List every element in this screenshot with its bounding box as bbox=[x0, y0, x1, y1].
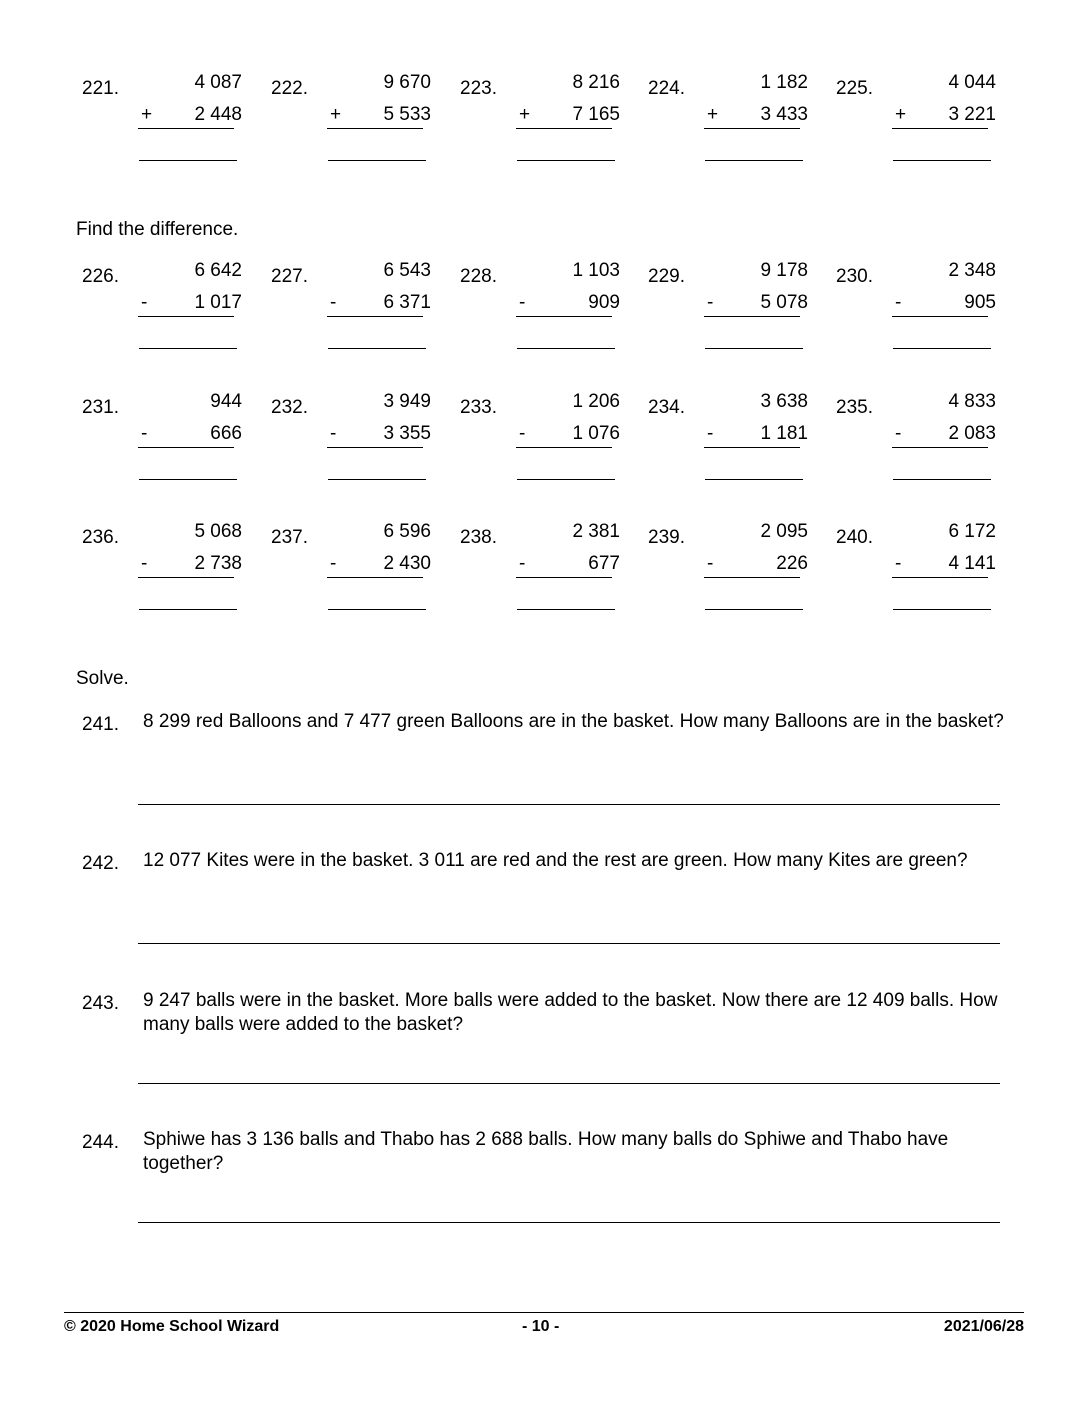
operator-sign: - bbox=[519, 423, 526, 444]
operation-rule bbox=[138, 577, 234, 578]
answer-blank[interactable] bbox=[138, 1222, 1000, 1223]
operation-rule bbox=[516, 316, 612, 317]
problem-number: 237. bbox=[271, 527, 308, 548]
first-operand: 4 087 bbox=[194, 72, 242, 93]
answer-blank[interactable] bbox=[139, 479, 237, 480]
second-operand: 677 bbox=[588, 553, 620, 574]
first-operand: 6 596 bbox=[383, 521, 431, 542]
operation-rule bbox=[892, 316, 988, 317]
problem-number: 232. bbox=[271, 397, 308, 418]
first-operand: 6 543 bbox=[383, 260, 431, 281]
second-operand: 1 181 bbox=[760, 423, 808, 444]
second-operand: 666 bbox=[210, 423, 242, 444]
operator-sign: + bbox=[707, 104, 719, 125]
operation-rule bbox=[138, 128, 234, 129]
problem bbox=[460, 391, 648, 501]
second-operand: 909 bbox=[588, 292, 620, 313]
answer-blank[interactable] bbox=[893, 609, 991, 610]
problem bbox=[271, 72, 459, 182]
operator-sign: - bbox=[141, 553, 148, 574]
problem bbox=[82, 521, 270, 631]
second-operand: 5 078 bbox=[760, 292, 808, 313]
operator-sign: - bbox=[707, 553, 714, 574]
second-operand: 1 076 bbox=[572, 423, 620, 444]
operator-sign: - bbox=[330, 292, 337, 313]
answer-blank[interactable] bbox=[328, 479, 426, 480]
problem-number: 236. bbox=[82, 527, 119, 548]
answer-blank[interactable] bbox=[139, 160, 237, 161]
first-operand: 2 381 bbox=[572, 521, 620, 542]
problem bbox=[648, 72, 836, 182]
operator-sign: - bbox=[141, 292, 148, 313]
footer-date: 2021/06/28 bbox=[943, 1318, 1024, 1335]
second-operand: 3 221 bbox=[948, 104, 996, 125]
answer-blank[interactable] bbox=[138, 804, 1000, 805]
second-operand: 226 bbox=[776, 553, 808, 574]
problem bbox=[836, 260, 1024, 370]
problem-number: 230. bbox=[836, 266, 873, 287]
problem bbox=[82, 391, 270, 501]
operation-rule bbox=[704, 577, 800, 578]
first-operand: 1 206 bbox=[572, 391, 620, 412]
operator-sign: - bbox=[895, 423, 902, 444]
footer-copyright: © 2020 Home School Wizard bbox=[64, 1318, 280, 1335]
first-operand: 3 949 bbox=[383, 391, 431, 412]
word-problem-number: 244. bbox=[82, 1132, 119, 1153]
answer-blank[interactable] bbox=[705, 160, 803, 161]
problem-number: 224. bbox=[648, 78, 685, 99]
problem bbox=[460, 260, 648, 370]
operator-sign: - bbox=[707, 292, 714, 313]
problem-number: 233. bbox=[460, 397, 497, 418]
problem-number: 222. bbox=[271, 78, 308, 99]
operator-sign: - bbox=[141, 423, 148, 444]
second-operand: 3 433 bbox=[760, 104, 808, 125]
problem bbox=[648, 521, 836, 631]
first-operand: 6 172 bbox=[948, 521, 996, 542]
word-problem-text: 8 299 red Balloons and 7 477 green Balloons are in the basket. How many Balloons are in the basket? bbox=[143, 711, 1004, 732]
operation-rule bbox=[516, 128, 612, 129]
problem bbox=[836, 391, 1024, 501]
word-problem-number: 243. bbox=[82, 993, 119, 1014]
operator-sign: - bbox=[519, 553, 526, 574]
answer-blank[interactable] bbox=[138, 1083, 1000, 1084]
operator-sign: + bbox=[895, 104, 907, 125]
answer-blank[interactable] bbox=[705, 609, 803, 610]
word-problem-text: 12 077 Kites were in the basket. 3 011 are red and the rest are green. How many Kites are green? bbox=[143, 850, 968, 871]
operation-rule bbox=[892, 128, 988, 129]
first-operand: 3 638 bbox=[760, 391, 808, 412]
answer-blank[interactable] bbox=[138, 943, 1000, 944]
problem-number: 226. bbox=[82, 266, 119, 287]
operation-rule bbox=[327, 316, 423, 317]
second-operand: 1 017 bbox=[194, 292, 242, 313]
answer-blank[interactable] bbox=[328, 609, 426, 610]
answer-blank[interactable] bbox=[893, 160, 991, 161]
first-operand: 4 833 bbox=[948, 391, 996, 412]
operator-sign: + bbox=[519, 104, 531, 125]
problem-number: 234. bbox=[648, 397, 685, 418]
operator-sign: - bbox=[330, 423, 337, 444]
word-problem-number: 241. bbox=[82, 714, 119, 735]
second-operand: 6 371 bbox=[383, 292, 431, 313]
operation-rule bbox=[892, 447, 988, 448]
first-operand: 1 182 bbox=[760, 72, 808, 93]
first-operand: 6 642 bbox=[194, 260, 242, 281]
problem bbox=[82, 72, 270, 182]
operation-rule bbox=[516, 447, 612, 448]
answer-blank[interactable] bbox=[893, 348, 991, 349]
operator-sign: - bbox=[330, 553, 337, 574]
problem bbox=[271, 260, 459, 370]
second-operand: 2 448 bbox=[194, 104, 242, 125]
operator-sign: - bbox=[519, 292, 526, 313]
problem-number: 223. bbox=[460, 78, 497, 99]
second-operand: 2 430 bbox=[383, 553, 431, 574]
word-problem-text: 9 247 balls were in the basket. More balls were added to the basket. Now there are 12 409 balls. How many balls were added to the basket? bbox=[143, 990, 998, 1035]
second-operand: 2 083 bbox=[948, 423, 996, 444]
operator-sign: + bbox=[330, 104, 342, 125]
problem-number: 238. bbox=[460, 527, 497, 548]
operation-rule bbox=[327, 447, 423, 448]
answer-blank[interactable] bbox=[139, 348, 237, 349]
second-operand: 3 355 bbox=[383, 423, 431, 444]
word-problem-number: 242. bbox=[82, 853, 119, 874]
problem bbox=[648, 260, 836, 370]
answer-blank[interactable] bbox=[139, 609, 237, 610]
second-operand: 5 533 bbox=[383, 104, 431, 125]
problem bbox=[460, 72, 648, 182]
operation-rule bbox=[892, 577, 988, 578]
problem-number: 235. bbox=[836, 397, 873, 418]
first-operand: 9 178 bbox=[760, 260, 808, 281]
operation-rule bbox=[516, 577, 612, 578]
first-operand: 5 068 bbox=[194, 521, 242, 542]
problem bbox=[648, 391, 836, 501]
answer-blank[interactable] bbox=[893, 479, 991, 480]
difference-heading: Find the difference. bbox=[76, 219, 239, 240]
operator-sign: - bbox=[895, 553, 902, 574]
problem-number: 227. bbox=[271, 266, 308, 287]
operation-rule bbox=[704, 316, 800, 317]
operator-sign: - bbox=[895, 292, 902, 313]
operation-rule bbox=[327, 577, 423, 578]
problem bbox=[271, 391, 459, 501]
problem-number: 231. bbox=[82, 397, 119, 418]
operation-rule bbox=[138, 316, 234, 317]
answer-blank[interactable] bbox=[517, 479, 615, 480]
second-operand: 7 165 bbox=[572, 104, 620, 125]
footer-divider bbox=[64, 1312, 1024, 1313]
answer-blank[interactable] bbox=[705, 348, 803, 349]
footer-page-number: - 10 - bbox=[522, 1318, 560, 1335]
operation-rule bbox=[704, 128, 800, 129]
problem bbox=[460, 521, 648, 631]
operator-sign: + bbox=[141, 104, 153, 125]
word-problem-text: Sphiwe has 3 136 balls and Thabo has 2 688 balls. How many balls do Sphiwe and Thabo have together? bbox=[143, 1129, 949, 1174]
first-operand: 8 216 bbox=[572, 72, 620, 93]
first-operand: 944 bbox=[210, 391, 242, 412]
operation-rule bbox=[704, 447, 800, 448]
answer-blank[interactable] bbox=[705, 479, 803, 480]
problem-number: 229. bbox=[648, 266, 685, 287]
first-operand: 2 348 bbox=[948, 260, 996, 281]
answer-blank[interactable] bbox=[517, 160, 615, 161]
problem bbox=[271, 521, 459, 631]
solve-heading: Solve. bbox=[76, 668, 129, 689]
problem-number: 221. bbox=[82, 78, 119, 99]
first-operand: 4 044 bbox=[948, 72, 996, 93]
answer-blank[interactable] bbox=[328, 348, 426, 349]
second-operand: 2 738 bbox=[194, 553, 242, 574]
problem-number: 228. bbox=[460, 266, 497, 287]
answer-blank[interactable] bbox=[517, 348, 615, 349]
first-operand: 1 103 bbox=[572, 260, 620, 281]
problem bbox=[836, 72, 1024, 182]
problem-number: 240. bbox=[836, 527, 873, 548]
answer-blank[interactable] bbox=[517, 609, 615, 610]
problem-number: 225. bbox=[836, 78, 873, 99]
second-operand: 905 bbox=[964, 292, 996, 313]
problem bbox=[836, 521, 1024, 631]
operation-rule bbox=[138, 447, 234, 448]
problem bbox=[82, 260, 270, 370]
second-operand: 4 141 bbox=[948, 553, 996, 574]
answer-blank[interactable] bbox=[328, 160, 426, 161]
operation-rule bbox=[327, 128, 423, 129]
first-operand: 2 095 bbox=[760, 521, 808, 542]
operator-sign: - bbox=[707, 423, 714, 444]
first-operand: 9 670 bbox=[383, 72, 431, 93]
problem-number: 239. bbox=[648, 527, 685, 548]
